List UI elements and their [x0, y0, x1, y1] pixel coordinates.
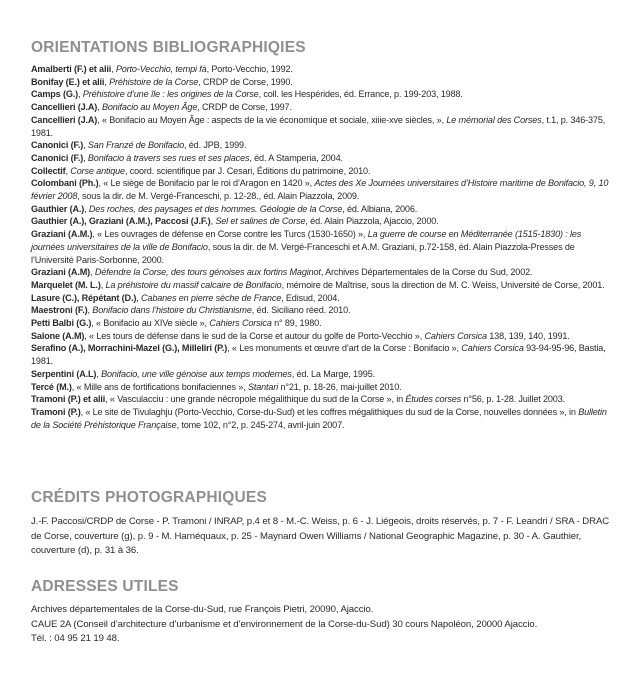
- entry-text: ,: [84, 203, 89, 214]
- entry-text: ,: [210, 216, 216, 227]
- bibliography-entry: [31, 381, 611, 394]
- entry-title: San Franzé de Bonifacio: [87, 140, 185, 151]
- entry-text: , sous la dir. de M. Vergé-Franceschi et A.M. Graziani, p.72-158, éd. Alain Piazzola-Presses de l’Université Paris-Sorbonne, 2000.: [31, 241, 575, 265]
- entry-text: , Archives Départementales de la Corse du Sud, 2002.: [320, 267, 533, 278]
- entry-title: Sel et salines de Corse: [215, 216, 306, 227]
- entry-title: Bonifacio à travers ses rues et ses places: [87, 152, 250, 163]
- bibliography-entry: [31, 101, 611, 114]
- entry-text: ,: [83, 140, 88, 151]
- entry-text: ,: [97, 102, 102, 113]
- entry-author: Canonici (F.): [31, 152, 84, 163]
- entry-text: ,: [87, 305, 93, 316]
- address-archives: Archives départementales de la Corse-du-Sud, rue François Pietri, 20090, Ajaccio.: [31, 604, 374, 615]
- entry-title: Défendre la Corse, des tours génoises aux fortins Maginot: [94, 267, 321, 278]
- useful-addresses-heading: ADRESSES UTILES: [31, 578, 179, 595]
- entry-title: Des roches, des paysages et des hommes. Géologie de la Corse: [88, 203, 343, 214]
- bibliography-entry: [31, 228, 611, 266]
- entry-author: Gauthier (A.), Graziani (A.M.), Paccosi (J.F.): [31, 216, 211, 227]
- entry-text: 93-94-95-96, Bastia, 1981.: [31, 343, 606, 367]
- bibliography-heading: ORIENTATIONS BIBLIOGRAPHIQIES: [31, 39, 306, 56]
- entry-author: Petti Balbi (G.): [31, 318, 92, 329]
- entry-author: Amalberti (F.) et alii: [31, 64, 112, 74]
- entry-text: n°56, p. 1-28. Juillet 2003.: [461, 394, 565, 405]
- entry-text: , coord. scientifique par J. Cesari, Éditions du patrimoine, 2010.: [124, 165, 371, 176]
- entry-title: Cabanes en pierre sèche de France: [141, 292, 282, 303]
- entry-author: Serafino (A.), Morrachini-Mazel (G.), Milleliri (P.): [31, 343, 228, 354]
- entry-text: ,: [78, 89, 83, 100]
- entry-author: Cancellieri (J.A): [31, 114, 98, 125]
- entry-text: , « Le site de Tivulaghju (Porto-Vecchio, Corse-du-Sud) et les coffres mégalithiques du sud de la Corse, nouvelles données », in: [80, 406, 579, 417]
- entry-author: Tramoni (P.): [31, 406, 81, 417]
- entry-text: , Porto-Vecchio, 1992.: [206, 64, 293, 74]
- entry-text: , Edisud, 2004.: [281, 292, 340, 303]
- entry-title: Corse antique: [70, 165, 125, 176]
- bibliography-entry: [31, 342, 611, 367]
- entry-text: ,: [65, 165, 71, 176]
- entry-text: ,: [96, 368, 102, 379]
- bibliography-entry: [31, 215, 611, 228]
- bibliography-entry: [31, 139, 611, 152]
- entry-text: , CRDP de Corse, 1990.: [198, 76, 293, 87]
- bibliography-entry: [31, 330, 611, 343]
- entry-title: Bonifacio au Moyen Âge: [101, 102, 198, 113]
- entry-author: Collectif: [31, 165, 66, 176]
- bibliography-entry: [31, 304, 611, 317]
- entry-text: , « Le siège de Bonifacio par le roi d’Aragon en 1420 »,: [98, 178, 315, 189]
- entry-text: , éd. JPB, 1999.: [184, 140, 247, 151]
- entry-title: Porto-Vecchio, tempi fà: [115, 64, 207, 74]
- photo-credits-heading: CRÉDITS PHOTOGRAPHIQUES: [31, 489, 267, 506]
- entry-title: Stantari: [247, 381, 279, 392]
- entry-text: , « Les monuments et œuvre d’art de la Corse : Bonifacio »,: [227, 343, 462, 354]
- bibliography-list: [31, 63, 611, 431]
- entry-text: n°21, p. 18-26, mai-juillet 2010.: [278, 381, 402, 392]
- entry-title: Préhistoire d’une île : les origines de la Corse: [82, 89, 259, 100]
- entry-text: , éd. Siciliano réed. 2010.: [251, 305, 351, 316]
- entry-text: , éd. Alain Piazzola, Ajaccio, 2000.: [305, 216, 439, 227]
- entry-author: Cancellieri (J.A): [31, 102, 98, 113]
- entry-text: , « Bonifacio au Moyen Âge : aspects de la vie économique et sociale, xiiie-xve siècles, »,: [97, 114, 447, 125]
- useful-addresses: [31, 603, 611, 647]
- bibliography-entry: [31, 203, 611, 216]
- entry-author: Graziani (A.M.): [31, 229, 93, 240]
- entry-author: Canonici (F.): [31, 140, 84, 151]
- address-caue: CAUE 2A (Conseil d’architecture d’urbanisme et d’environnement de la Corse-du-Sud) 30 cours Napoléon, 20000 Ajaccio.: [31, 618, 538, 630]
- entry-text: , tome 102, n°2, p. 245-274, avril-juin 2007.: [176, 419, 345, 430]
- bibliography-entry: [31, 266, 611, 279]
- entry-author: Graziani (A.M): [31, 267, 91, 278]
- entry-title: Actes des Xe Journées universitaires d’Histoire maritime de Bonifacio, 9, 10 février 2008: [31, 178, 609, 202]
- entry-text: , « Les ouvrages de défense en Corse contre les Turcs (1530-1650) »,: [92, 229, 368, 240]
- entry-author: Marquelet (M. L.): [31, 279, 101, 290]
- entry-author: Bonifay (E.) et alii: [31, 76, 105, 87]
- entry-author: Camps (G.): [31, 89, 79, 100]
- bibliography-entry: [31, 165, 611, 178]
- entry-text: ,: [104, 76, 110, 87]
- entry-title: Bonifacio dans l’histoire du Christianisme: [92, 305, 252, 316]
- entry-text: , « Bonifacio au XIVe siècle »,: [91, 318, 210, 329]
- entry-text: , « Les tours de défense dans le sud de la Corse et autour du golfe de Porto-Vecchio »,: [84, 330, 425, 341]
- entry-author: Serpentini (A.L): [31, 368, 97, 379]
- entry-text: 138, 139, 140, 1991.: [486, 330, 570, 341]
- entry-text: , mémoire de Maîtrise, sous la direction de M. C. Weiss, Université de Corse, 2001.: [281, 279, 605, 290]
- entry-title: Bonifacio, une ville génoise aux temps modernes: [101, 368, 292, 379]
- entry-text: , éd. Albiana, 2006.: [342, 203, 418, 214]
- bibliography-entry: [31, 76, 611, 89]
- entry-text: , « Vasculacciu : une grande nécropole mégalithique du sud de la Corse », in: [105, 394, 406, 405]
- entry-text: , éd. A Stamperia, 2004.: [249, 152, 343, 163]
- entry-text: , t.1, p. 346-375, 1981.: [31, 114, 606, 138]
- entry-author: Tramoni (P.) et alii: [31, 394, 106, 405]
- bibliography-entry: [31, 368, 611, 381]
- entry-text: , « Mille ans de fortifications bonifaciennes »,: [71, 381, 248, 392]
- bibliography-entry: [31, 279, 611, 292]
- bibliography-entry: [31, 393, 611, 406]
- entry-text: ,: [83, 152, 88, 163]
- bibliography-entry: [31, 152, 611, 165]
- bibliography-entry: [31, 114, 611, 139]
- entry-text: , coll. les Hespérides, éd. Errance, p. 199-203, 1988.: [258, 89, 463, 100]
- bibliography-entry: [31, 88, 611, 101]
- entry-text: , sous la dir. de M. Vergé-Franceschi, p. 12-28., éd. Alain Piazzola, 2009.: [77, 191, 360, 202]
- entry-title: Cahiers Corsica: [424, 330, 487, 341]
- bibliography-entry: [31, 63, 611, 76]
- entry-text: n° 89, 1980.: [271, 318, 322, 329]
- entry-title: Études corses: [405, 394, 462, 405]
- bibliography-entry: [31, 317, 611, 330]
- entry-title: La préhistoire du massif calcaire de Bonifacio: [105, 279, 282, 290]
- entry-text: ,: [100, 279, 106, 290]
- entry-title: La guerre de course en Méditerranée (1515-1830) : les journées universitaires de la ville de Bonifacio: [31, 229, 582, 252]
- phone-number: Tél. : 04 95 21 19 48.: [31, 633, 120, 645]
- entry-author: Salone (A.M): [31, 330, 85, 341]
- entry-text: ,: [111, 64, 116, 74]
- bibliography-entry: [31, 292, 611, 305]
- entry-author: Colombani (Ph.): [31, 178, 99, 189]
- bibliography-entry: [31, 406, 611, 431]
- entry-text: ,: [90, 267, 95, 278]
- entry-text: , éd. La Marge, 1995.: [291, 368, 375, 379]
- photo-credits-text: J.-F. Paccosi/CRDP de Corse - P. Tramoni / INRAP, p.4 et 8 - M.-C. Weiss, p. 6 - J. Liégeois, droits réservés, p. 7 - F. Leandri / SRA - DRAC de Corse, couverture (g), p. 9 - M. Harnéquaux, p. 25 - Maynard Owen Williams / National Geographic Magazine, p. 30 - A. Gauthier, couverture (d), p. 31 à 36.: [31, 516, 610, 557]
- entry-text: , CRDP de Corse, 1997.: [197, 102, 292, 113]
- entry-title: Cahiers Corsica: [461, 343, 524, 354]
- entry-title: Le mémorial des Corses: [446, 114, 542, 125]
- entry-author: Tercé (M.): [31, 381, 72, 392]
- entry-title: Préhistoire de la Corse: [109, 76, 199, 87]
- entry-author: Maestroni (F.): [31, 305, 88, 316]
- bibliography-entry: [31, 177, 611, 202]
- entry-author: Lasure (C.), Répétant (D.): [31, 292, 137, 303]
- entry-author: Gauthier (A.): [31, 203, 85, 214]
- entry-title: Bulletin de la Société Préhistorique Française: [31, 406, 607, 430]
- entry-text: ,: [136, 292, 141, 303]
- entry-title: Cahiers Corsica: [209, 318, 272, 329]
